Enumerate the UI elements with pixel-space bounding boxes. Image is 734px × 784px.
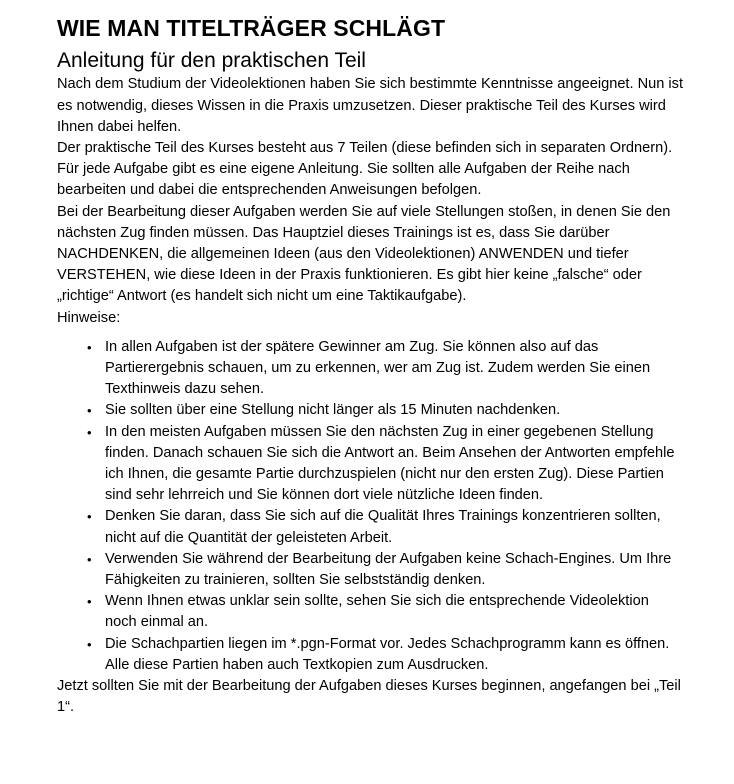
- notes-heading: Hinweise:: [57, 309, 121, 326]
- list-item: • Sie sollten über eine Stellung nicht länger als 15 Minuten nachdenken.: [57, 400, 684, 421]
- paragraph-intro: Nach dem Studium der Videolektionen haben Sie sich bestimmte Kenntnisse angeeignet. Nun ist es notwendig, dieses Wissen in die Praxis umzusetzen. Dieser praktische Teil des Kurses wird Ihnen dabei helfen.: [57, 76, 684, 135]
- list-item: • In den meisten Aufgaben müssen Sie den nächsten Zug in einer gegebenen Stellung finden. Danach schauen Sie sich die Antwort an. Beim Ansehen der Antworten empfehle ich Ihnen, die gesamte Partie durchzuspielen (nicht nur den ersten Zug). Diese Partien sind sehr lehrreich und Sie können dort viele nützliche Ideen finden.: [57, 422, 684, 507]
- list-item: • Die Schachpartien liegen im *.pgn-Format vor. Jedes Schachprogramm kann es öffnen. Alle diese Partien haben auch Textkopien zum Ausdrucken.: [57, 634, 684, 676]
- paragraph-structure: Der praktische Teil des Kurses besteht aus 7 Teilen (diese befinden sich in separaten Ordnern). Für jede Aufgabe gibt es eine eigene Anleitung. Sie sollten alle Aufgaben der Reihe nach bearbeiten und dabei die entsprechenden Anweisungen befolgen.: [57, 139, 673, 199]
- list-item: • Denken Sie daran, dass Sie sich auf die Qualität Ihres Trainings konzentrieren sollten, nicht auf die Quantität der geleisteten Arbeit.: [57, 506, 684, 548]
- notes-list: [57, 337, 684, 676]
- paragraph-goal: Bei der Bearbeitung dieser Aufgaben werden Sie auf viele Stellungen stoßen, in denen Sie den nächsten Zug finden müssen. Das Hauptziel dieses Trainings ist es, dass Sie darüber NACHDENKEN, die allgemeinen Ideen (aus den Videolektionen) ANWENDEN und tiefer VERSTEHEN, wie diese Ideen in der Praxis funktionieren. Es gibt hier keine „falsche“ oder „richtige“ Antwort (es handelt sich nicht um eine Taktikaufgabe).: [57, 203, 671, 305]
- page-title: WIE MAN TITELTRÄGER SCHLÄGT: [57, 15, 446, 41]
- page-subtitle: Anleitung für den praktischen Teil: [57, 49, 366, 73]
- paragraph-closing: Jetzt sollten Sie mit der Bearbeitung der Aufgaben dieses Kurses beginnen, angefangen bei „Teil 1“.: [57, 677, 681, 716]
- list-item: • In allen Aufgaben ist der spätere Gewinner am Zug. Sie können also auf das Partierergebnis schauen, um zu erkennen, wer am Zug ist. Zudem werden Sie einen Texthinweis dazu sehen.: [57, 337, 684, 401]
- list-item: • Verwenden Sie während der Bearbeitung der Aufgaben keine Schach-Engines. Um Ihre Fähigkeiten zu trainieren, sollten Sie selbstständig denken.: [57, 549, 684, 591]
- list-item: • Wenn Ihnen etwas unklar sein sollte, sehen Sie sich die entsprechende Videolektion noch einmal an.: [57, 591, 684, 633]
